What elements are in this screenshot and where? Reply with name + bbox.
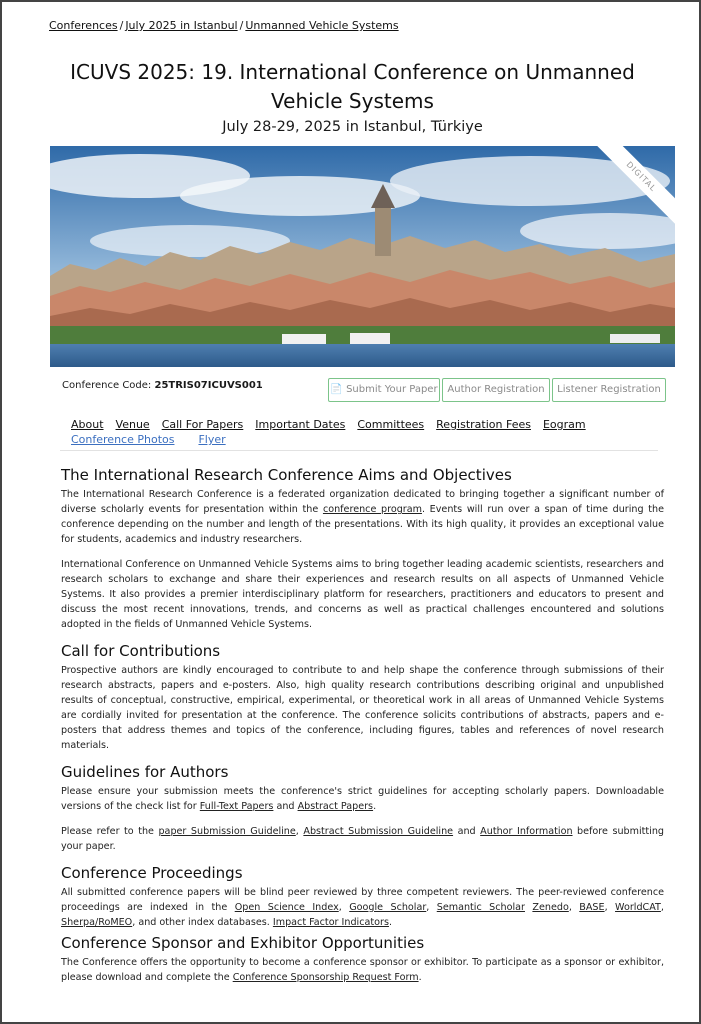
nav-divider [60, 450, 658, 451]
breadcrumb-conferences[interactable]: Conferences [49, 19, 118, 32]
conference-code-bar [50, 369, 675, 403]
zenedo-link[interactable]: Zenedo [532, 902, 569, 913]
aims-paragraph-2: International Conference on Unmanned Vehicle Systems aims to bring together leading academic scientists, researchers and research scholars to exchange and share their experiences and research results on all aspects of Unmanned Vehicle Systems. It also provides a premier interdisciplinary platform for researchers, practitioners and educators to present and discuss the most recent innovations, trends, and concerns as well as practical challenges encountered and solutions adopted in the fields of Unmanned Vehicle Systems. [61, 559, 664, 630]
digital-badge: DIGITAL [592, 146, 675, 226]
submit-paper-button[interactable]: 📄 Submit Your Paper [328, 378, 440, 402]
google-scholar-link[interactable]: Google Scholar [349, 902, 427, 913]
istanbul-skyline-image [50, 146, 675, 367]
base-link[interactable]: BASE [579, 902, 605, 913]
call-heading: Call for Contributions [61, 642, 221, 660]
guidelines-heading: Guidelines for Authors [61, 763, 229, 781]
breadcrumb-july-2025-istanbul[interactable]: July 2025 in Istanbul [125, 19, 238, 32]
sponsor-heading: Conference Sponsor and Exhibitor Opportunities [61, 934, 425, 952]
worldcat-link[interactable]: WorldCAT [615, 902, 661, 913]
main-content [61, 466, 664, 985]
nav-conference-photos[interactable]: Conference Photos [71, 433, 175, 446]
full-text-papers-link[interactable]: Full-Text Papers [199, 801, 274, 812]
nav-important-dates[interactable]: Important Dates [255, 418, 346, 431]
conference-nav [71, 418, 586, 446]
guidelines-paragraph-1: Please ensure your submission meets the conference's strict guidelines for accepting scholarly papers. Downloadable versions of the check list for Full-Text Papers and Abstract Papers. [61, 786, 664, 812]
conference-program-link[interactable]: conference program [322, 504, 422, 515]
conference-code: Conference Code: 25TRIS07ICUVS001 [62, 380, 263, 391]
abstract-papers-link[interactable]: Abstract Papers [297, 801, 374, 812]
aims-paragraph-1: The International Research Conference is a federated organization dedicated to bringing together a significant number of diverse scholarly events for presentation within the conference program. Events will run over a span of time during the conference depending on the number and length of the presentations. With its high quality, it provides an exceptional value for students, academics and industry researchers. [61, 489, 664, 545]
author-registration-button[interactable]: Author Registration [442, 378, 550, 402]
nav-venue[interactable]: Venue [115, 418, 150, 431]
impact-factor-link[interactable]: Impact Factor Indicators [272, 917, 389, 928]
call-paragraph: Prospective authors are kindly encouraged to contribute to and help shape the conference through submissions of their research abstracts, papers and e-posters. Also, high quality research contributions describing original and unpublished results of conceptual, constructive, empirical, experimental, or theoretical work in all areas of Unmanned Vehicle Systems are cordially invited for presentation at the conference. The conference solicits contributions of abstracts, papers and e-posters that address themes and topics of the conference, including figures, tables and references of novel research materials. [61, 665, 664, 751]
proceedings-heading: Conference Proceedings [61, 864, 243, 882]
nav-flyer[interactable]: Flyer [198, 433, 226, 446]
conference-dates: July 28-29, 2025 in Istanbul, Türkiye [222, 119, 483, 135]
nav-committees[interactable]: Committees [357, 418, 425, 431]
nav-call-for-papers[interactable]: Call For Papers [161, 418, 244, 431]
paper-submission-guideline-link[interactable]: paper Submission Guideline [158, 826, 296, 837]
document-icon: 📄 [330, 384, 343, 395]
page-title: ICUVS 2025: 19. International Conference on Unmanned Vehicle Systems [70, 60, 635, 113]
breadcrumb: Conferences / July 2025 in Istanbul / Unmanned Vehicle Systems [49, 19, 399, 32]
breadcrumb-unmanned-vehicle-systems[interactable]: Unmanned Vehicle Systems [245, 19, 399, 32]
guidelines-paragraph-2: Please refer to the paper Submission Guideline, Abstract Submission Guideline and Author Information before submitting your paper. [61, 826, 664, 852]
hero-image [50, 146, 675, 367]
nav-about[interactable]: About [71, 418, 104, 431]
nav-eogram[interactable]: Eogram [542, 418, 586, 431]
sherpa-romeo-link[interactable]: Sherpa/RoMEO [61, 917, 133, 928]
proceedings-paragraph: All submitted conference papers will be blind peer reviewed by three competent reviewers. The peer-reviewed conference proceedings are indexed in the Open Science Index, Google Scholar, Semantic Scholar Zenedo, BASE, WorldCAT, Sherpa/RoMEO, and other index databases. Impact Factor Indicators. [61, 887, 664, 928]
open-science-index-link[interactable]: Open Science Index [234, 902, 339, 913]
sponsor-paragraph: The Conference offers the opportunity to become a conference sponsor or exhibitor. To participate as a sponsor or exhibitor, please download and complete the Conference Sponsorship Request Form. [61, 957, 664, 983]
listener-registration-button[interactable]: Listener Registration [552, 378, 666, 402]
abstract-submission-guideline-link[interactable]: Abstract Submission Guideline [303, 826, 454, 837]
nav-registration-fees[interactable]: Registration Fees [436, 418, 531, 431]
aims-heading: The International Research Conference Aims and Objectives [61, 466, 512, 484]
sponsorship-form-link[interactable]: Conference Sponsorship Request Form [232, 972, 419, 983]
semantic-scholar-link[interactable]: Semantic Scholar [436, 902, 525, 913]
author-information-link[interactable]: Author Information [480, 826, 573, 837]
